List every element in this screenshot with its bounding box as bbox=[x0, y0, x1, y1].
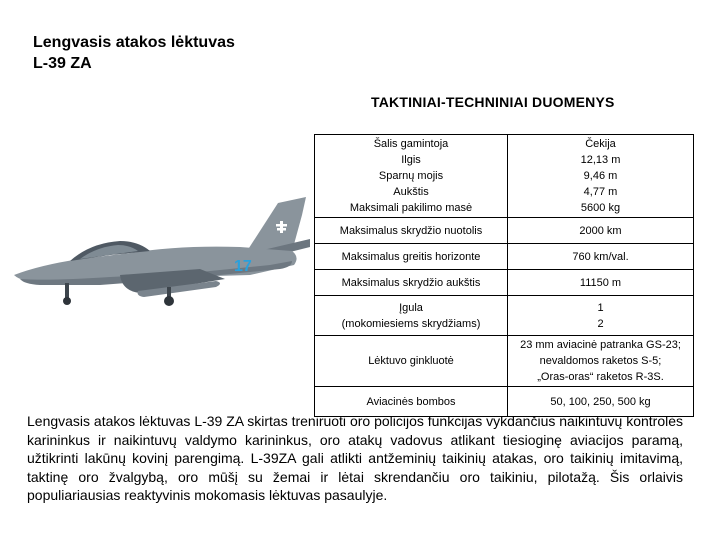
spec-key-cell bbox=[315, 296, 508, 336]
aircraft-image bbox=[10, 195, 310, 310]
description-text: Lengvasis atakos lėktuvas L-39 ZA skirtas treniruoti oro policijos funkcijas vykdančius naikintuvų kontrolės karininkus ir naikintuvų valdymo karininkus, oro atakų vadovus atlikant tiesioginę aviacijos paramą, užtikrinti lakūnų kovinį parengimą. L-39ZA gali atlikti antžeminių taikinių atakas, oro taikinių imitavimą, taktinę oro žvalgybą, oro mūšį su žemai ir lėtai skrendančiu oro taikiniu, pilotažą. Šis orlaivis populiariausias reaktyvinis mokomasis lėktuvas pasaulyje. bbox=[27, 413, 683, 504]
spec-value: 760 km/val. bbox=[508, 244, 694, 270]
tail-number: 17 bbox=[234, 258, 252, 275]
title-line-2: L-39 ZA bbox=[33, 55, 92, 72]
spec-key: Aukštis bbox=[393, 186, 429, 198]
spec-value-cell bbox=[508, 135, 694, 218]
spec-value: 4,77 m bbox=[583, 186, 618, 198]
crew-value: 1 bbox=[597, 301, 604, 314]
spec-key: Šalis gamintoja bbox=[373, 138, 449, 150]
spec-key: Aviacinės bombos bbox=[315, 387, 508, 417]
spec-value: 12,13 m bbox=[580, 154, 621, 166]
crew-value-training: 2 bbox=[597, 317, 604, 330]
armament-value: nevaldomos raketos S-5; bbox=[539, 355, 662, 367]
spec-key: Maksimalus skrydžio nuotolis bbox=[315, 218, 508, 244]
spec-value: 5600 kg bbox=[580, 202, 621, 214]
page-title bbox=[33, 32, 235, 74]
specs-table bbox=[314, 134, 694, 417]
spec-key: Ilgis bbox=[401, 154, 421, 166]
spec-value: 11150 m bbox=[508, 270, 694, 296]
spec-key: Maksimalus skrydžio aukštis bbox=[315, 270, 508, 296]
spec-key: Maksimalus greitis horizonte bbox=[315, 244, 508, 270]
table-row bbox=[315, 270, 694, 296]
spec-value-cell bbox=[508, 296, 694, 336]
spec-value: 2000 km bbox=[508, 218, 694, 244]
spec-value: Čekija bbox=[585, 138, 616, 150]
specs-heading: TAKTINIAI-TECHNINIAI DUOMENYS bbox=[371, 94, 615, 110]
spec-key: Lėktuvo ginkluotė bbox=[315, 336, 508, 387]
crew-key: Įgula bbox=[399, 301, 423, 314]
spec-key: Sparnų mojis bbox=[378, 170, 444, 182]
armament-value: 23 mm aviacinė patranka GS-23; bbox=[520, 339, 681, 351]
spec-value-cell bbox=[508, 336, 694, 387]
crew-key-note: (mokomiesiems skrydžiams) bbox=[341, 317, 481, 330]
table-row bbox=[315, 296, 694, 336]
spec-key-cell bbox=[315, 135, 508, 218]
table-row bbox=[315, 218, 694, 244]
table-row bbox=[315, 336, 694, 387]
spec-value: 50, 100, 250, 500 kg bbox=[508, 387, 694, 417]
spec-value: 9,46 m bbox=[583, 170, 618, 182]
spec-key: Maksimali pakilimo masė bbox=[349, 202, 473, 214]
table-row bbox=[315, 244, 694, 270]
table-row bbox=[315, 135, 694, 218]
armament-value: „Oras-oras“ raketos R-3S. bbox=[537, 371, 664, 383]
title-line-1: Lengvasis atakos lėktuvas bbox=[33, 34, 235, 51]
